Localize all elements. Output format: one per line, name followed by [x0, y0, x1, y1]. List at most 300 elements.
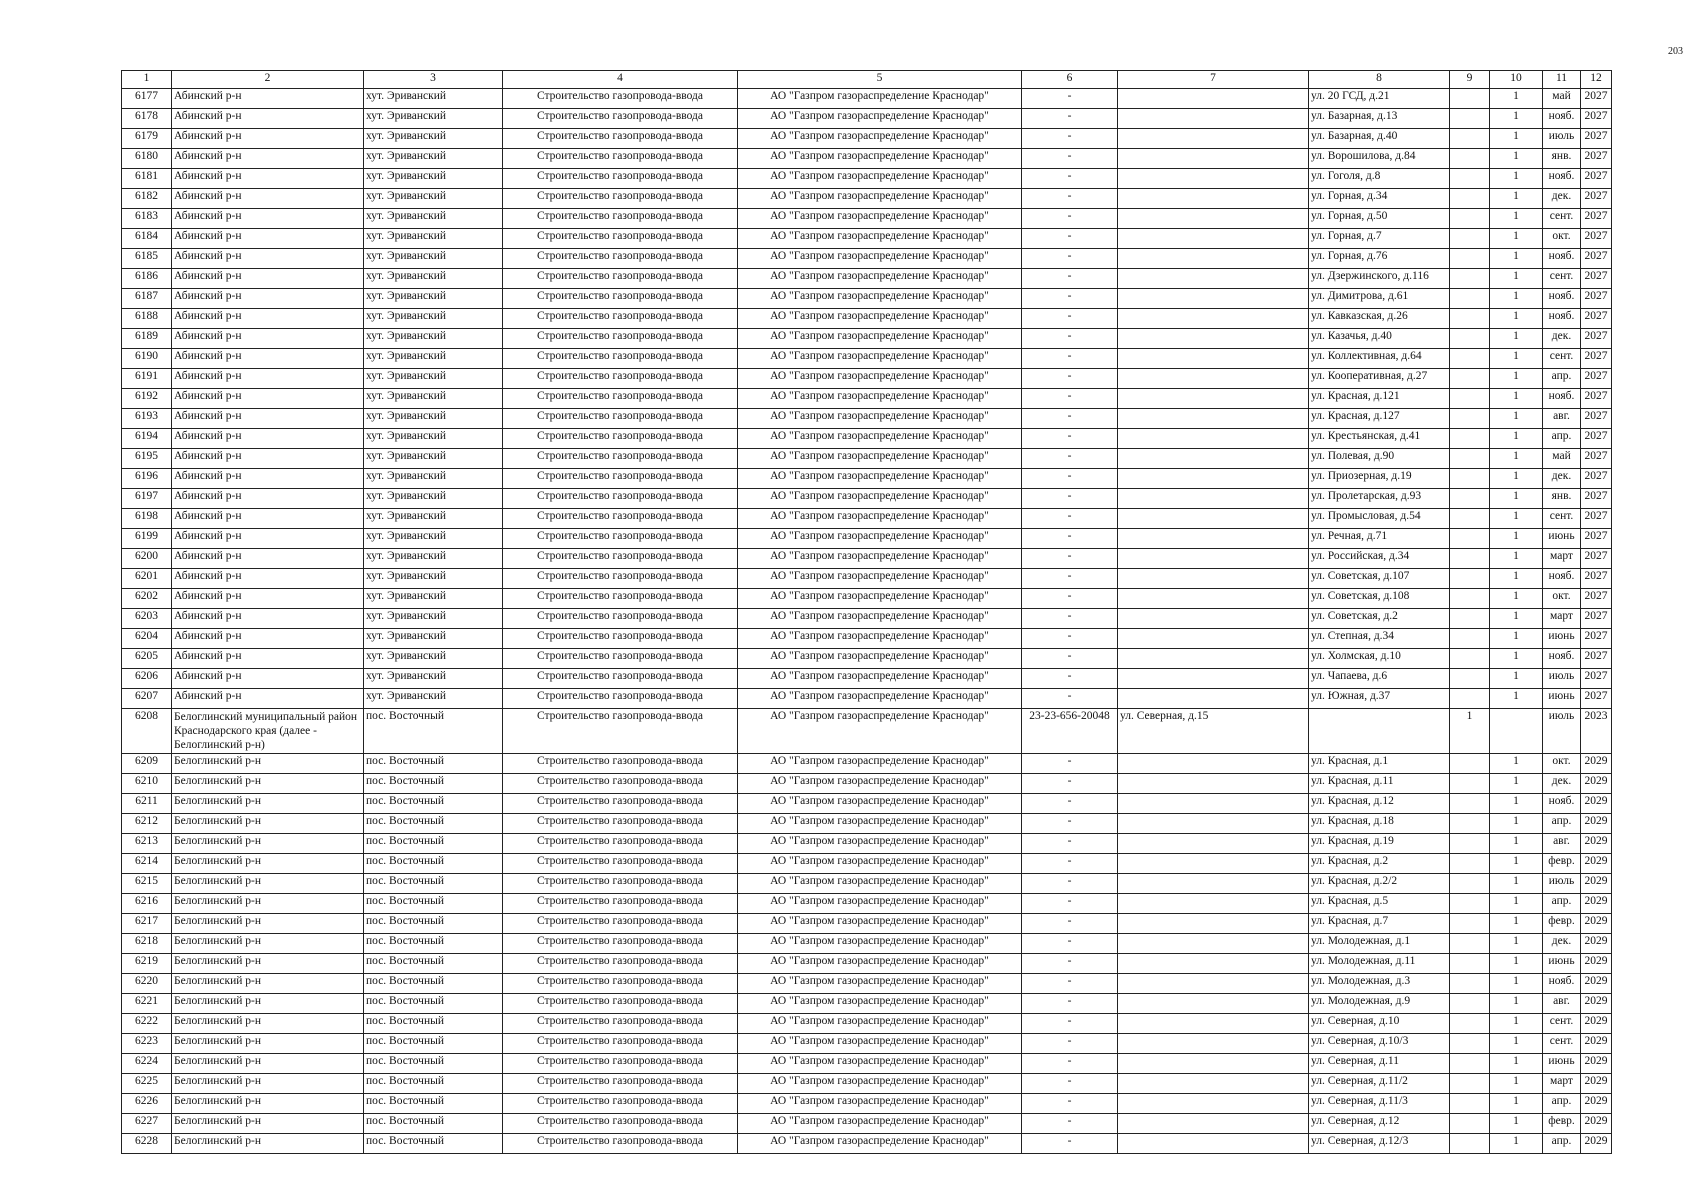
table-row — [122, 794, 1612, 814]
cell-cadastral-number: - — [1022, 629, 1118, 649]
cell-cadastral-number: - — [1022, 814, 1118, 834]
cell-col10: 1 — [1490, 329, 1543, 349]
cell-cadastral-number: - — [1022, 914, 1118, 934]
cell-organization: АО "Газпром газораспределение Краснодар" — [738, 569, 1022, 589]
cell-district: Абинский р-н — [172, 109, 364, 129]
table-row — [122, 914, 1612, 934]
cell-col9 — [1450, 589, 1490, 609]
cell-work-type: Строительство газопровода-ввода — [503, 309, 738, 329]
cell-settlement: пос. Восточный — [364, 1034, 503, 1054]
cell-cadastral-number: - — [1022, 489, 1118, 509]
table-row — [122, 1054, 1612, 1074]
cell-col10: 1 — [1490, 894, 1543, 914]
column-header: 2 — [172, 71, 364, 89]
cell-address-alt — [1118, 994, 1309, 1014]
cell-col10: 1 — [1490, 589, 1543, 609]
cell-year: 2029 — [1581, 754, 1612, 774]
cell-cadastral-number: - — [1022, 569, 1118, 589]
cell-month: янв. — [1543, 489, 1581, 509]
cell-work-type: Строительство газопровода-ввода — [503, 169, 738, 189]
cell-col9 — [1450, 814, 1490, 834]
cell-col10: 1 — [1490, 609, 1543, 629]
cell-year: 2029 — [1581, 1054, 1612, 1074]
cell-district: Белоглинский муниципальный район Краснодарского края (далее - Белоглинский р-н) — [172, 709, 364, 754]
cell-cadastral-number: - — [1022, 934, 1118, 954]
table-row — [122, 589, 1612, 609]
cell-num: 6205 — [122, 649, 172, 669]
cell-year: 2027 — [1581, 629, 1612, 649]
cell-address-alt — [1118, 1014, 1309, 1034]
cell-address-alt — [1118, 509, 1309, 529]
cell-address: ул. Советская, д.2 — [1309, 609, 1450, 629]
cell-address: ул. Промысловая, д.54 — [1309, 509, 1450, 529]
cell-settlement: хут. Эриванский — [364, 149, 503, 169]
cell-work-type: Строительство газопровода-ввода — [503, 229, 738, 249]
cell-col10: 1 — [1490, 994, 1543, 1014]
cell-district: Белоглинский р-н — [172, 954, 364, 974]
cell-settlement: пос. Восточный — [364, 994, 503, 1014]
cell-address: ул. Северная, д.10 — [1309, 1014, 1450, 1034]
cell-work-type: Строительство газопровода-ввода — [503, 89, 738, 109]
cell-work-type: Строительство газопровода-ввода — [503, 349, 738, 369]
cell-month: авг. — [1543, 834, 1581, 854]
cell-organization: АО "Газпром газораспределение Краснодар" — [738, 289, 1022, 309]
cell-col9 — [1450, 1014, 1490, 1034]
cell-month: июль — [1543, 669, 1581, 689]
cell-cadastral-number: - — [1022, 349, 1118, 369]
cell-col10: 1 — [1490, 794, 1543, 814]
cell-cadastral-number: 23-23-656-20048 — [1022, 709, 1118, 754]
table-row — [122, 934, 1612, 954]
cell-col9 — [1450, 994, 1490, 1014]
table-row — [122, 129, 1612, 149]
cell-district: Абинский р-н — [172, 589, 364, 609]
cell-district: Абинский р-н — [172, 189, 364, 209]
cell-address-alt — [1118, 774, 1309, 794]
cell-work-type: Строительство газопровода-ввода — [503, 369, 738, 389]
cell-num: 6212 — [122, 814, 172, 834]
cell-col10: 1 — [1490, 529, 1543, 549]
cell-work-type: Строительство газопровода-ввода — [503, 669, 738, 689]
cell-settlement: хут. Эриванский — [364, 609, 503, 629]
cell-work-type: Строительство газопровода-ввода — [503, 1134, 738, 1154]
cell-year: 2029 — [1581, 954, 1612, 974]
table-row — [122, 549, 1612, 569]
cell-year: 2029 — [1581, 914, 1612, 934]
cell-num: 6201 — [122, 569, 172, 589]
cell-settlement: пос. Восточный — [364, 1054, 503, 1074]
cell-address-alt — [1118, 349, 1309, 369]
cell-month: апр. — [1543, 894, 1581, 914]
cell-cadastral-number: - — [1022, 894, 1118, 914]
cell-year: 2027 — [1581, 309, 1612, 329]
cell-month: март — [1543, 1074, 1581, 1094]
cell-address: ул. Казачья, д.40 — [1309, 329, 1450, 349]
cell-organization: АО "Газпром газораспределение Краснодар" — [738, 309, 1022, 329]
cell-num: 6224 — [122, 1054, 172, 1074]
cell-district: Абинский р-н — [172, 149, 364, 169]
cell-col10: 1 — [1490, 249, 1543, 269]
cell-settlement: хут. Эриванский — [364, 689, 503, 709]
table-row — [122, 894, 1612, 914]
cell-cadastral-number: - — [1022, 1054, 1118, 1074]
cell-year: 2029 — [1581, 1034, 1612, 1054]
cell-col10: 1 — [1490, 914, 1543, 934]
table-row — [122, 349, 1612, 369]
cell-organization: АО "Газпром газораспределение Краснодар" — [738, 149, 1022, 169]
cell-col9: 1 — [1450, 709, 1490, 754]
cell-col9 — [1450, 1034, 1490, 1054]
cell-year: 2029 — [1581, 834, 1612, 854]
cell-col10: 1 — [1490, 229, 1543, 249]
cell-settlement: пос. Восточный — [364, 834, 503, 854]
cell-organization: АО "Газпром газораспределение Краснодар" — [738, 509, 1022, 529]
cell-num: 6184 — [122, 229, 172, 249]
cell-year: 2027 — [1581, 409, 1612, 429]
cell-address: ул. Кавказская, д.26 — [1309, 309, 1450, 329]
cell-year: 2029 — [1581, 794, 1612, 814]
cell-col9 — [1450, 329, 1490, 349]
cell-address: ул. Степная, д.34 — [1309, 629, 1450, 649]
cell-num: 6202 — [122, 589, 172, 609]
cell-address-alt — [1118, 894, 1309, 914]
cell-num: 6223 — [122, 1034, 172, 1054]
cell-col9 — [1450, 209, 1490, 229]
cell-district: Белоглинский р-н — [172, 894, 364, 914]
cell-address: ул. Красная, д.18 — [1309, 814, 1450, 834]
cell-address: ул. Полевая, д.90 — [1309, 449, 1450, 469]
cell-month: апр. — [1543, 814, 1581, 834]
cell-organization: АО "Газпром газораспределение Краснодар" — [738, 589, 1022, 609]
cell-num: 6222 — [122, 1014, 172, 1034]
table-row — [122, 229, 1612, 249]
cell-year: 2027 — [1581, 369, 1612, 389]
column-header: 12 — [1581, 71, 1612, 89]
cell-settlement: хут. Эриванский — [364, 229, 503, 249]
cell-month: нояб. — [1543, 794, 1581, 814]
cell-organization: АО "Газпром газораспределение Краснодар" — [738, 449, 1022, 469]
cell-organization: АО "Газпром газораспределение Краснодар" — [738, 609, 1022, 629]
cell-address-alt — [1118, 309, 1309, 329]
cell-address-alt — [1118, 689, 1309, 709]
cell-address: ул. 20 ГСД, д.21 — [1309, 89, 1450, 109]
cell-organization: АО "Газпром газораспределение Краснодар" — [738, 529, 1022, 549]
table-row — [122, 209, 1612, 229]
cell-month: нояб. — [1543, 169, 1581, 189]
cell-organization: АО "Газпром газораспределение Краснодар" — [738, 249, 1022, 269]
cell-col9 — [1450, 609, 1490, 629]
cell-month: май — [1543, 89, 1581, 109]
cell-settlement: хут. Эриванский — [364, 89, 503, 109]
cell-col9 — [1450, 774, 1490, 794]
cell-col9 — [1450, 149, 1490, 169]
cell-year: 2027 — [1581, 169, 1612, 189]
cell-address-alt — [1118, 429, 1309, 449]
table-row — [122, 569, 1612, 589]
cell-year: 2027 — [1581, 329, 1612, 349]
cell-work-type: Строительство газопровода-ввода — [503, 794, 738, 814]
cell-col9 — [1450, 129, 1490, 149]
cell-month: дек. — [1543, 189, 1581, 209]
cell-col10: 1 — [1490, 669, 1543, 689]
cell-settlement: пос. Восточный — [364, 894, 503, 914]
cell-num: 6227 — [122, 1114, 172, 1134]
cell-organization: АО "Газпром газораспределение Краснодар" — [738, 269, 1022, 289]
cell-work-type: Строительство газопровода-ввода — [503, 1114, 738, 1134]
cell-work-type: Строительство газопровода-ввода — [503, 1074, 738, 1094]
cell-col10: 1 — [1490, 649, 1543, 669]
cell-num: 6200 — [122, 549, 172, 569]
cell-organization: АО "Газпром газораспределение Краснодар" — [738, 854, 1022, 874]
cell-work-type: Строительство газопровода-ввода — [503, 129, 738, 149]
cell-district: Белоглинский р-н — [172, 1094, 364, 1114]
cell-year: 2027 — [1581, 349, 1612, 369]
cell-year: 2027 — [1581, 469, 1612, 489]
cell-col10: 1 — [1490, 469, 1543, 489]
cell-cadastral-number: - — [1022, 469, 1118, 489]
cell-address-alt — [1118, 149, 1309, 169]
cell-col10: 1 — [1490, 129, 1543, 149]
cell-settlement: хут. Эриванский — [364, 569, 503, 589]
cell-month: нояб. — [1543, 974, 1581, 994]
cell-month: нояб. — [1543, 569, 1581, 589]
cell-settlement: пос. Восточный — [364, 914, 503, 934]
cell-year: 2027 — [1581, 429, 1612, 449]
cell-month: дек. — [1543, 774, 1581, 794]
cell-num: 6214 — [122, 854, 172, 874]
cell-cadastral-number: - — [1022, 1014, 1118, 1034]
cell-year: 2027 — [1581, 129, 1612, 149]
table-row — [122, 1014, 1612, 1034]
cell-address: ул. Коллективная, д.64 — [1309, 349, 1450, 369]
cell-address-alt — [1118, 1114, 1309, 1134]
cell-organization: АО "Газпром газораспределение Краснодар" — [738, 209, 1022, 229]
cell-cadastral-number: - — [1022, 529, 1118, 549]
cell-address: ул. Молодежная, д.3 — [1309, 974, 1450, 994]
cell-col10: 1 — [1490, 209, 1543, 229]
cell-cadastral-number: - — [1022, 249, 1118, 269]
cell-address-alt — [1118, 1034, 1309, 1054]
cell-district: Белоглинский р-н — [172, 1134, 364, 1154]
cell-num: 6185 — [122, 249, 172, 269]
cell-settlement: пос. Восточный — [364, 709, 503, 754]
column-header: 4 — [503, 71, 738, 89]
table-row — [122, 854, 1612, 874]
cell-address-alt — [1118, 974, 1309, 994]
table-row — [122, 149, 1612, 169]
cell-organization: АО "Газпром газораспределение Краснодар" — [738, 629, 1022, 649]
cell-year: 2029 — [1581, 874, 1612, 894]
cell-col9 — [1450, 549, 1490, 569]
cell-col9 — [1450, 449, 1490, 469]
cell-organization: АО "Газпром газораспределение Краснодар" — [738, 1074, 1022, 1094]
table-row — [122, 689, 1612, 709]
cell-col10: 1 — [1490, 289, 1543, 309]
cell-cadastral-number: - — [1022, 974, 1118, 994]
cell-settlement: хут. Эриванский — [364, 209, 503, 229]
cell-district: Абинский р-н — [172, 369, 364, 389]
cell-cadastral-number: - — [1022, 794, 1118, 814]
cell-address-alt — [1118, 914, 1309, 934]
cell-address-alt — [1118, 1054, 1309, 1074]
cell-col10 — [1490, 709, 1543, 754]
cell-cadastral-number: - — [1022, 389, 1118, 409]
cell-col9 — [1450, 229, 1490, 249]
cell-address: ул. Северная, д.11/3 — [1309, 1094, 1450, 1114]
cell-month: сент. — [1543, 209, 1581, 229]
cell-num: 6206 — [122, 669, 172, 689]
cell-col9 — [1450, 569, 1490, 589]
cell-cadastral-number: - — [1022, 109, 1118, 129]
cell-work-type: Строительство газопровода-ввода — [503, 649, 738, 669]
cell-month: янв. — [1543, 149, 1581, 169]
cell-year: 2027 — [1581, 389, 1612, 409]
cell-address: ул. Советская, д.108 — [1309, 589, 1450, 609]
cell-year: 2029 — [1581, 814, 1612, 834]
cell-col9 — [1450, 1134, 1490, 1154]
cell-work-type: Строительство газопровода-ввода — [503, 469, 738, 489]
cell-address-alt — [1118, 269, 1309, 289]
cell-address: ул. Пролетарская, д.93 — [1309, 489, 1450, 509]
cell-organization: АО "Газпром газораспределение Краснодар" — [738, 549, 1022, 569]
cell-col9 — [1450, 954, 1490, 974]
table-row — [122, 874, 1612, 894]
cell-district: Белоглинский р-н — [172, 834, 364, 854]
cell-organization: АО "Газпром газораспределение Краснодар" — [738, 409, 1022, 429]
cell-settlement: хут. Эриванский — [364, 429, 503, 449]
cell-work-type: Строительство газопровода-ввода — [503, 449, 738, 469]
table-row — [122, 469, 1612, 489]
cell-col9 — [1450, 309, 1490, 329]
cell-col10: 1 — [1490, 449, 1543, 469]
table-row — [122, 609, 1612, 629]
cell-year: 2027 — [1581, 229, 1612, 249]
cell-year: 2027 — [1581, 669, 1612, 689]
cell-cadastral-number: - — [1022, 1034, 1118, 1054]
cell-col9 — [1450, 469, 1490, 489]
cell-settlement: хут. Эриванский — [364, 329, 503, 349]
table-row — [122, 169, 1612, 189]
cell-col10: 1 — [1490, 814, 1543, 834]
cell-settlement: хут. Эриванский — [364, 469, 503, 489]
cell-month: июль — [1543, 129, 1581, 149]
cell-district: Абинский р-н — [172, 389, 364, 409]
cell-work-type: Строительство газопровода-ввода — [503, 409, 738, 429]
cell-settlement: пос. Восточный — [364, 1114, 503, 1134]
cell-num: 6191 — [122, 369, 172, 389]
cell-cadastral-number: - — [1022, 994, 1118, 1014]
cell-organization: АО "Газпром газораспределение Краснодар" — [738, 689, 1022, 709]
cell-num: 6186 — [122, 269, 172, 289]
cell-month: окт. — [1543, 229, 1581, 249]
cell-cadastral-number: - — [1022, 309, 1118, 329]
cell-settlement: пос. Восточный — [364, 1134, 503, 1154]
cell-organization: АО "Газпром газораспределение Краснодар" — [738, 1134, 1022, 1154]
cell-work-type: Строительство газопровода-ввода — [503, 589, 738, 609]
cell-address: ул. Северная, д.12 — [1309, 1114, 1450, 1134]
table-row — [122, 1114, 1612, 1134]
cell-district: Абинский р-н — [172, 569, 364, 589]
cell-settlement: хут. Эриванский — [364, 109, 503, 129]
cell-district: Абинский р-н — [172, 509, 364, 529]
header-row — [122, 71, 1612, 89]
cell-num: 6203 — [122, 609, 172, 629]
cell-settlement: хут. Эриванский — [364, 189, 503, 209]
cell-address-alt — [1118, 529, 1309, 549]
cell-col9 — [1450, 369, 1490, 389]
cell-address: ул. Кооперативная, д.27 — [1309, 369, 1450, 389]
table-row — [122, 1074, 1612, 1094]
cell-work-type: Строительство газопровода-ввода — [503, 429, 738, 449]
cell-work-type: Строительство газопровода-ввода — [503, 1014, 738, 1034]
cell-num: 6198 — [122, 509, 172, 529]
cell-cadastral-number: - — [1022, 1094, 1118, 1114]
cell-num: 6189 — [122, 329, 172, 349]
cell-district: Белоглинский р-н — [172, 1054, 364, 1074]
cell-cadastral-number: - — [1022, 834, 1118, 854]
cell-work-type: Строительство газопровода-ввода — [503, 1094, 738, 1114]
cell-work-type: Строительство газопровода-ввода — [503, 109, 738, 129]
cell-settlement: хут. Эриванский — [364, 549, 503, 569]
table-row — [122, 249, 1612, 269]
cell-num: 6192 — [122, 389, 172, 409]
cell-settlement: пос. Восточный — [364, 874, 503, 894]
table-row — [122, 1094, 1612, 1114]
cell-address: ул. Красная, д.12 — [1309, 794, 1450, 814]
cell-cadastral-number: - — [1022, 289, 1118, 309]
cell-year: 2029 — [1581, 974, 1612, 994]
cell-num: 6228 — [122, 1134, 172, 1154]
cell-col10: 1 — [1490, 934, 1543, 954]
cell-organization: АО "Газпром газораспределение Краснодар" — [738, 469, 1022, 489]
cell-month: нояб. — [1543, 649, 1581, 669]
cell-district: Абинский р-н — [172, 409, 364, 429]
cell-month: апр. — [1543, 369, 1581, 389]
column-header: 9 — [1450, 71, 1490, 89]
cell-organization: АО "Газпром газораспределение Краснодар" — [738, 129, 1022, 149]
cell-district: Белоглинский р-н — [172, 774, 364, 794]
cell-month: февр. — [1543, 1114, 1581, 1134]
cell-year: 2029 — [1581, 894, 1612, 914]
cell-num: 6199 — [122, 529, 172, 549]
table-row — [122, 1134, 1612, 1154]
cell-month: апр. — [1543, 429, 1581, 449]
cell-organization: АО "Газпром газораспределение Краснодар" — [738, 169, 1022, 189]
cell-settlement: хут. Эриванский — [364, 349, 503, 369]
table-row — [122, 389, 1612, 409]
column-header: 1 — [122, 71, 172, 89]
cell-col10: 1 — [1490, 874, 1543, 894]
cell-year: 2027 — [1581, 209, 1612, 229]
cell-col9 — [1450, 249, 1490, 269]
cell-organization: АО "Газпром газораспределение Краснодар" — [738, 709, 1022, 754]
cell-district: Абинский р-н — [172, 289, 364, 309]
cell-settlement: хут. Эриванский — [364, 309, 503, 329]
cell-col9 — [1450, 509, 1490, 529]
cell-cadastral-number: - — [1022, 369, 1118, 389]
column-header: 7 — [1118, 71, 1309, 89]
cell-year: 2027 — [1581, 89, 1612, 109]
table-row — [122, 109, 1612, 129]
cell-work-type: Строительство газопровода-ввода — [503, 609, 738, 629]
cell-col9 — [1450, 349, 1490, 369]
cell-month: нояб. — [1543, 389, 1581, 409]
cell-district: Белоглинский р-н — [172, 1034, 364, 1054]
cell-year: 2029 — [1581, 934, 1612, 954]
cell-settlement: пос. Восточный — [364, 774, 503, 794]
cell-month: июнь — [1543, 954, 1581, 974]
cell-address: ул. Красная, д.2 — [1309, 854, 1450, 874]
